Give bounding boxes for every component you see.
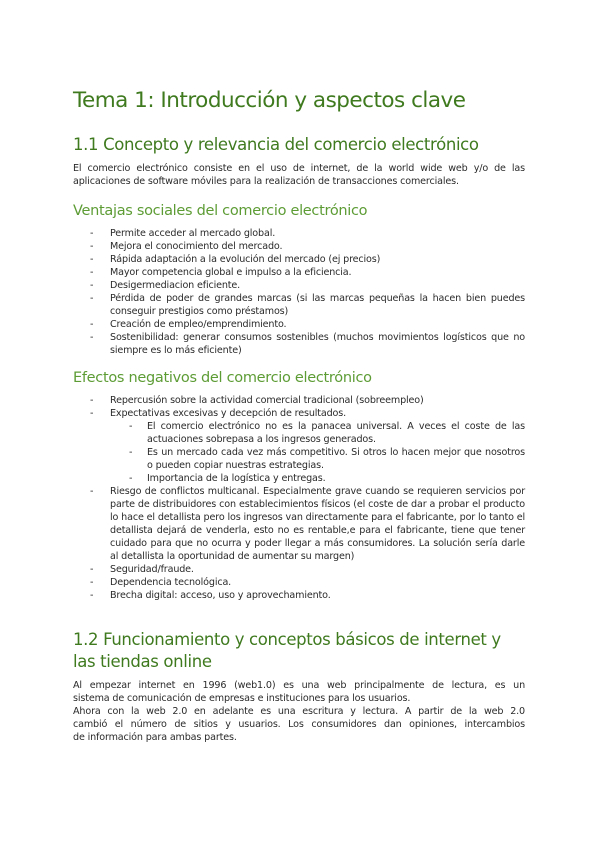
list-item: - Mayor competencia global e impulso a la eficiencia.: [73, 266, 525, 279]
list-item: [73, 407, 525, 485]
para-line: sistema de comunicación de empresas e instituciones para los usuarios.: [73, 693, 411, 704]
list-item: - Seguridad/fraude.: [73, 563, 525, 576]
sub-list-item: - Es un mercado cada vez más competitivo. Si otros lo hacen mejor que nosotros o pueden copiar nuestras estrategias.: [110, 446, 525, 472]
heading-line: las tiendas online: [73, 652, 212, 671]
list-item: - Sostenibilidad: generar consumos sostenibles (muchos movimientos logísticos que no siempre es lo más eficiente): [73, 331, 525, 357]
list-item: - Riesgo de conflictos multicanal. Especialmente grave cuando se requieren servicios por parte de distribuidores con establecimientos físicos (el coste de dar a probar el producto lo hace el detallista pero los ingresos van directamente para el fabricante, por lo tanto el detallista dejará de venderla, esto no es rentable,e para el fabricante, tiene que tener cuidado para que no ocurra y poder llegar a más consumidores. La solución sería darle al detallista la oportunidad de aumentar su margen): [73, 485, 525, 563]
list-item: - Brecha digital: acceso, uso y aprovechamiento.: [73, 589, 525, 602]
intro-line: aplicaciones de software móviles para la realización de transacciones comerciales.: [73, 176, 459, 187]
para-line: cambió el número de sitios y usuarios. Los consumidores dan opiniones, intercambios: [73, 719, 525, 730]
section-heading-funcionamiento: [73, 629, 501, 673]
list-item-text: Expectativas excesivas y decepción de resultados.: [110, 408, 347, 419]
ventajas-list: [73, 227, 525, 357]
document-title: Tema 1: Introducción y aspectos clave: [73, 88, 466, 113]
list-item: - Repercusión sobre la actividad comercial tradicional (sobreempleo): [73, 394, 525, 407]
list-item: - Rápida adaptación a la evolución del mercado (ej precios): [73, 253, 525, 266]
subheading-ventajas: Ventajas sociales del comercio electrónico: [73, 203, 368, 219]
list-item: - Pérdida de poder de grandes marcas (si las marcas pequeñas la hacen bien puedes conseguir prestigios como préstamos): [73, 292, 525, 318]
sub-list: [110, 420, 525, 485]
funcionamiento-paragraph: [73, 679, 525, 744]
para-line: Al empezar internet en 1996 (web1.0) es una web principalmente de lectura, es un: [73, 680, 525, 691]
subheading-efectos: Efectos negativos del comercio electrónico: [73, 370, 372, 386]
intro-paragraph: [73, 162, 525, 188]
heading-line: 1.2 Funcionamiento y conceptos básicos de internet y: [73, 630, 501, 649]
list-item: - Creación de empleo/emprendimiento.: [73, 318, 525, 331]
list-item: - Desigermediacion eficiente.: [73, 279, 525, 292]
list-item: - Dependencia tecnológica.: [73, 576, 525, 589]
section-heading-concepto: 1.1 Concepto y relevancia del comercio electrónico: [73, 135, 479, 154]
sub-list-item: - Importancia de la logística y entregas.: [110, 472, 525, 485]
list-item: - Mejora el conocimiento del mercado.: [73, 240, 525, 253]
list-item: - Permite acceder al mercado global.: [73, 227, 525, 240]
para-line: Ahora con la web 2.0 en adelante es una escritura y lectura. A partir de la web 2.0: [73, 706, 525, 717]
intro-line: El comercio electrónico consiste en el uso de internet, de la world wide web y/o de las: [73, 163, 525, 174]
para-line: de información para ambas partes.: [73, 732, 237, 743]
efectos-list: [73, 394, 525, 602]
sub-list-item: - El comercio electrónico no es la panacea universal. A veces el coste de las actuaciones sobrepasa a los ingresos generados.: [110, 420, 525, 446]
